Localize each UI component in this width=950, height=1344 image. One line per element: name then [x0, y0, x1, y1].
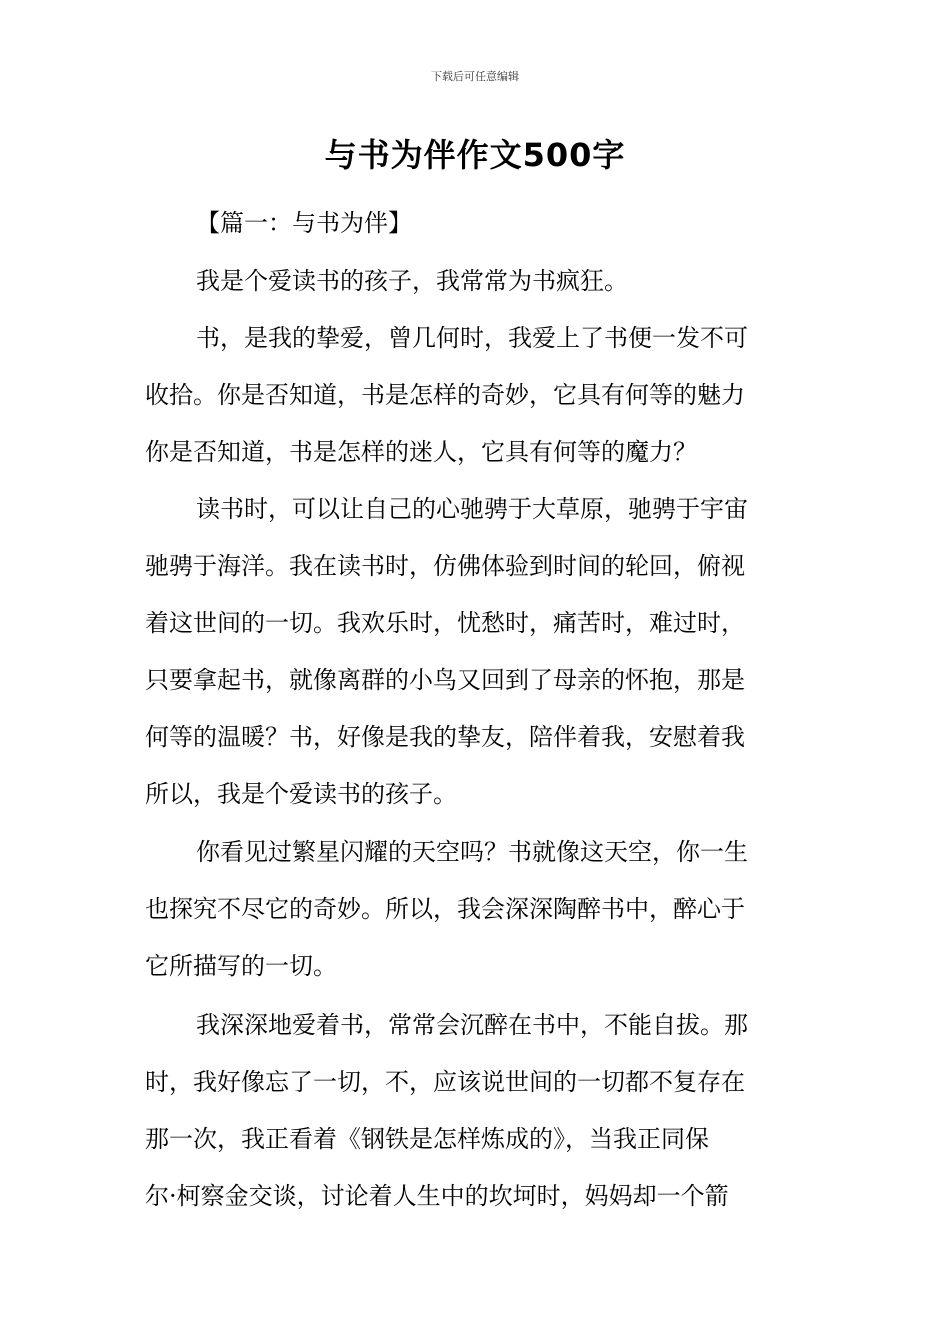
- section-heading: 【篇一：与书为伴】: [196, 209, 412, 237]
- text-line: 时，我好像忘了一切，不，应该说世间的一切都不复存在: [145, 1068, 745, 1096]
- text-line: 着这世间的一切。我欢乐时，忧愁时，痛苦时，难过时，: [145, 609, 745, 637]
- text-line: 你看见过繁星闪耀的天空吗？书就像这天空，你一生: [196, 838, 748, 866]
- text-line: 我是个爱读书的孩子，我常常为书疯狂。: [196, 267, 628, 295]
- text-line: 只要拿起书，就像离群的小鸟又回到了母亲的怀抱，那是: [145, 666, 745, 694]
- text-line: 驰骋于海洋。我在读书时，仿佛体验到时间的轮回，俯视: [145, 552, 745, 580]
- page-header: 下载后可任意编辑: [431, 70, 519, 83]
- text-line: 尔·柯察金交谈，讨论着人生中的坎坷时，妈妈却一个箭: [145, 1182, 729, 1210]
- text-line: 何等的温暖？书，好像是我的挚友，陪伴着我，安慰着我: [145, 723, 745, 751]
- document-title: 与书为伴作文500字: [324, 136, 626, 174]
- text-line: 也探究不尽它的奇妙。所以，我会深深陶醉书中，醉心于: [145, 895, 745, 923]
- text-line: 书，是我的挚爱，曾几何时，我爱上了书便一发不可: [196, 324, 748, 352]
- text-line: 它所描写的一切。: [145, 952, 337, 980]
- text-line: 你是否知道，书是怎样的迷人，它具有何等的魔力？: [145, 438, 697, 466]
- text-line: 那一次，我正看着《钢铁是怎样炼成的》，当我正同保: [145, 1125, 709, 1153]
- text-line: 收拾。你是否知道，书是怎样的奇妙，它具有何等的魅力: [145, 381, 745, 409]
- text-line: 我深深地爱着书，常常会沉醉在书中，不能自拔。那: [196, 1011, 748, 1039]
- text-line: 所以，我是个爱读书的孩子。: [145, 780, 457, 808]
- text-line: 读书时，可以让自己的心驰骋于大草原，驰骋于宇宙: [196, 495, 748, 523]
